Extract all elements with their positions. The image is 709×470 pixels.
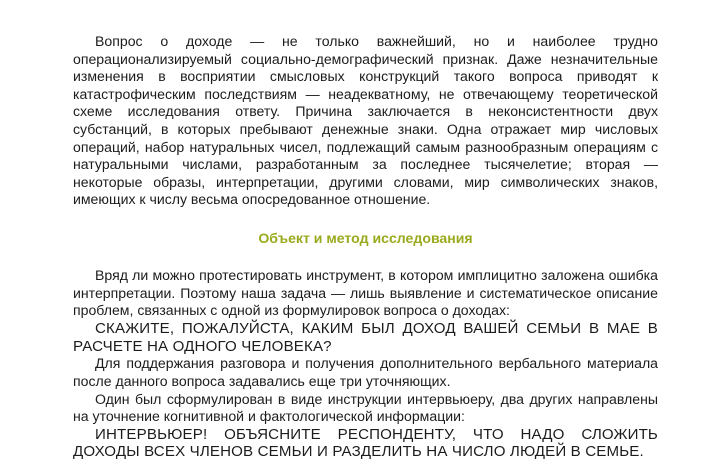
paragraph-instruction-intro: Один был сформулирован в виде инструкции интервьюеру, два других направлены на уточнение когнитивной и фактологической информации: <box>73 390 658 425</box>
question-quote: СКАЖИТЕ, ПОЖАЛУЙСТА, КАКИМ БЫЛ ДОХОД ВАШЕЙ СЕМЬИ В МАЕ В РАСЧЕТЕ НА ОДНОГО ЧЕЛОВЕКА? <box>73 319 658 355</box>
paragraph-method: Вряд ли можно протестировать инструмент, в котором имплицитно заложена ошибка интерпретации. Поэтому наша задача — лишь выявление и систематическое описание проблем, связанных с одной из формулировок вопроса о доходах: <box>73 266 658 319</box>
paragraph-followup: Для поддержания разговора и получения дополнительного вербального материала после данного вопроса задавались еще три уточняющих. <box>73 355 658 389</box>
paragraph-income-question: Вопрос о доходе — не только важнейший, но и наиболее трудно операционализируемый социально-демографический признак. Даже незначительные изменения в восприятии смысловых конструкций такого вопроса приводят к катастрофическим последствиям — неадекватному, не отвечающему теоретической схеме исследования ответу. Причина заключается в неконсистентности двух субстанций, в которых пребывают денежные знаки. Одна отражает мир числовых операций, набор натуральных чисел, подлежащий самым разнообразным операциям с натуральными числами, разработанным за последнее тысячелетие; вторая — некоторые образы, интерпретации, другими словами, мир символических знаков, имеющих к числу весьма опосредованное отношение. <box>73 33 658 208</box>
document-page <box>73 33 658 461</box>
instruction-quote: ИНТЕРВЬЮЕР! ОБЪЯСНИТЕ РЕСПОНДЕНТУ, ЧТО НАДО СЛОЖИТЬ ДОХОДЫ ВСЕХ ЧЛЕНОВ СЕМЬИ И РАЗДЕЛИТЬ НА ЧИСЛО ЛЮДЕЙ В СЕМЬЕ. <box>73 425 658 461</box>
section-heading: Объект и метод исследования <box>258 229 473 246</box>
